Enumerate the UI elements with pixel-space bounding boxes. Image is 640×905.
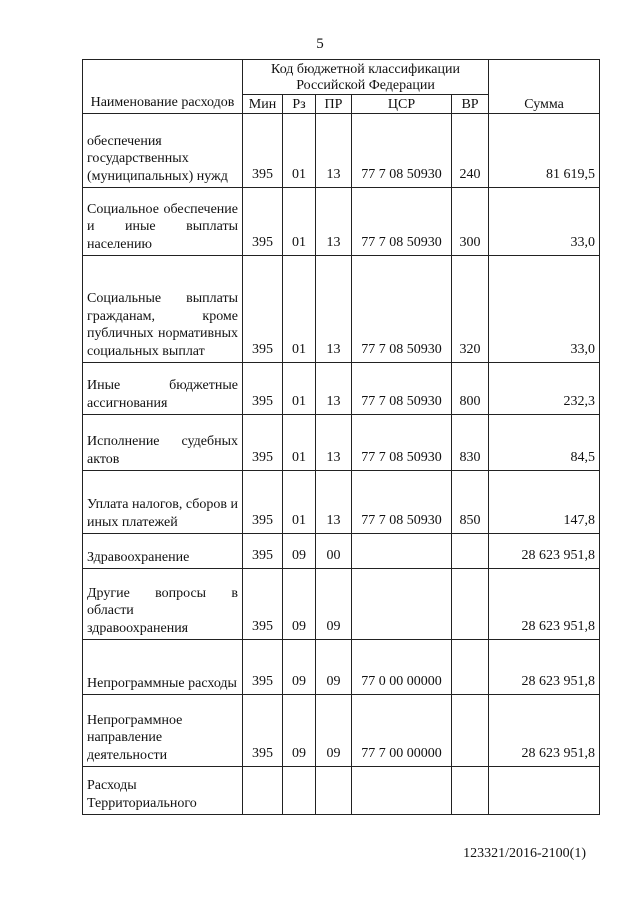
budget-table bbox=[82, 59, 600, 815]
row-sum: 33,0 bbox=[489, 188, 600, 256]
row-name: Социальные выплаты гражданам, кроме публичных нормативных социальных выплат bbox=[83, 256, 243, 363]
row-csr: 77 0 00 00000 bbox=[352, 640, 452, 695]
row-min: 395 bbox=[243, 695, 283, 767]
row-min: 395 bbox=[243, 640, 283, 695]
row-pr: 13 bbox=[316, 471, 352, 534]
header-name: Наименование расходов bbox=[83, 60, 243, 114]
row-pr: 09 bbox=[316, 695, 352, 767]
row-pr: 13 bbox=[316, 188, 352, 256]
row-min: 395 bbox=[243, 188, 283, 256]
row-min: 395 bbox=[243, 471, 283, 534]
row-sum: 28 623 951,8 bbox=[489, 695, 600, 767]
row-vr bbox=[452, 569, 489, 640]
row-csr: 77 7 08 50930 bbox=[352, 114, 452, 188]
row-sum: 33,0 bbox=[489, 256, 600, 363]
row-csr: 77 7 00 00000 bbox=[352, 695, 452, 767]
row-vr: 850 bbox=[452, 471, 489, 534]
row-rz: 09 bbox=[283, 640, 316, 695]
row-sum: 147,8 bbox=[489, 471, 600, 534]
row-vr bbox=[452, 767, 489, 815]
row-name: Непрограммные расходы bbox=[83, 640, 243, 695]
row-rz bbox=[283, 767, 316, 815]
row-name: Иные бюджетные ассигнования bbox=[83, 363, 243, 415]
row-rz: 09 bbox=[283, 695, 316, 767]
row-vr bbox=[452, 534, 489, 569]
row-pr: 13 bbox=[316, 114, 352, 188]
table-row bbox=[83, 569, 600, 640]
row-csr bbox=[352, 767, 452, 815]
row-name: обеспечения государственных (муниципальных) нужд bbox=[83, 114, 243, 188]
page-number: 5 bbox=[316, 36, 324, 52]
row-csr bbox=[352, 534, 452, 569]
row-min: 395 bbox=[243, 569, 283, 640]
row-csr bbox=[352, 569, 452, 640]
row-name: Здравоохранение bbox=[83, 534, 243, 569]
row-vr bbox=[452, 640, 489, 695]
header-code-group: Код бюджетной классификации Российской Федерации bbox=[243, 60, 489, 95]
row-vr: 830 bbox=[452, 415, 489, 471]
row-rz: 01 bbox=[283, 415, 316, 471]
row-rz: 01 bbox=[283, 188, 316, 256]
row-pr: 09 bbox=[316, 640, 352, 695]
row-rz: 09 bbox=[283, 569, 316, 640]
row-vr: 240 bbox=[452, 114, 489, 188]
row-vr: 320 bbox=[452, 256, 489, 363]
row-csr: 77 7 08 50930 bbox=[352, 188, 452, 256]
header-sum: Сумма bbox=[489, 60, 600, 114]
row-rz: 01 bbox=[283, 256, 316, 363]
row-name: Другие вопросы в области здравоохранения bbox=[83, 569, 243, 640]
row-sum: 28 623 951,8 bbox=[489, 534, 600, 569]
row-vr bbox=[452, 695, 489, 767]
table-row bbox=[83, 256, 600, 363]
row-pr: 00 bbox=[316, 534, 352, 569]
row-pr: 13 bbox=[316, 415, 352, 471]
table-row bbox=[83, 188, 600, 256]
table-row bbox=[83, 114, 600, 188]
row-sum: 28 623 951,8 bbox=[489, 640, 600, 695]
row-min: 395 bbox=[243, 256, 283, 363]
row-name: Социальное обеспечение и иные выплаты населению bbox=[83, 188, 243, 256]
row-csr: 77 7 08 50930 bbox=[352, 415, 452, 471]
header-rz: Рз bbox=[283, 95, 316, 114]
row-sum: 28 623 951,8 bbox=[489, 569, 600, 640]
row-sum bbox=[489, 767, 600, 815]
table-row bbox=[83, 415, 600, 471]
row-pr bbox=[316, 767, 352, 815]
table-row bbox=[83, 363, 600, 415]
row-min: 395 bbox=[243, 534, 283, 569]
row-sum: 81 619,5 bbox=[489, 114, 600, 188]
row-name: Расходы Территориального bbox=[83, 767, 243, 815]
row-rz: 01 bbox=[283, 471, 316, 534]
row-pr: 13 bbox=[316, 363, 352, 415]
row-min: 395 bbox=[243, 415, 283, 471]
row-rz: 09 bbox=[283, 534, 316, 569]
row-min bbox=[243, 767, 283, 815]
header-pr: ПР bbox=[316, 95, 352, 114]
row-min: 395 bbox=[243, 114, 283, 188]
row-csr: 77 7 08 50930 bbox=[352, 256, 452, 363]
table-row bbox=[83, 534, 600, 569]
row-pr: 09 bbox=[316, 569, 352, 640]
table-row bbox=[83, 640, 600, 695]
row-sum: 232,3 bbox=[489, 363, 600, 415]
header-min: Мин bbox=[243, 95, 283, 114]
row-vr: 300 bbox=[452, 188, 489, 256]
row-csr: 77 7 08 50930 bbox=[352, 363, 452, 415]
row-name: Непрограммное направление деятельности bbox=[83, 695, 243, 767]
row-rz: 01 bbox=[283, 363, 316, 415]
row-sum: 84,5 bbox=[489, 415, 600, 471]
table-row bbox=[83, 471, 600, 534]
header-csr: ЦСР bbox=[352, 95, 452, 114]
row-csr: 77 7 08 50930 bbox=[352, 471, 452, 534]
header-vr: ВР bbox=[452, 95, 489, 114]
row-rz: 01 bbox=[283, 114, 316, 188]
row-name: Исполнение судебных актов bbox=[83, 415, 243, 471]
row-min: 395 bbox=[243, 363, 283, 415]
table-row bbox=[83, 767, 600, 815]
document-code: 123321/2016-2100(1) bbox=[463, 846, 586, 861]
row-vr: 800 bbox=[452, 363, 489, 415]
table-row bbox=[83, 695, 600, 767]
row-pr: 13 bbox=[316, 256, 352, 363]
row-name: Уплата налогов, сборов и иных платежей bbox=[83, 471, 243, 534]
